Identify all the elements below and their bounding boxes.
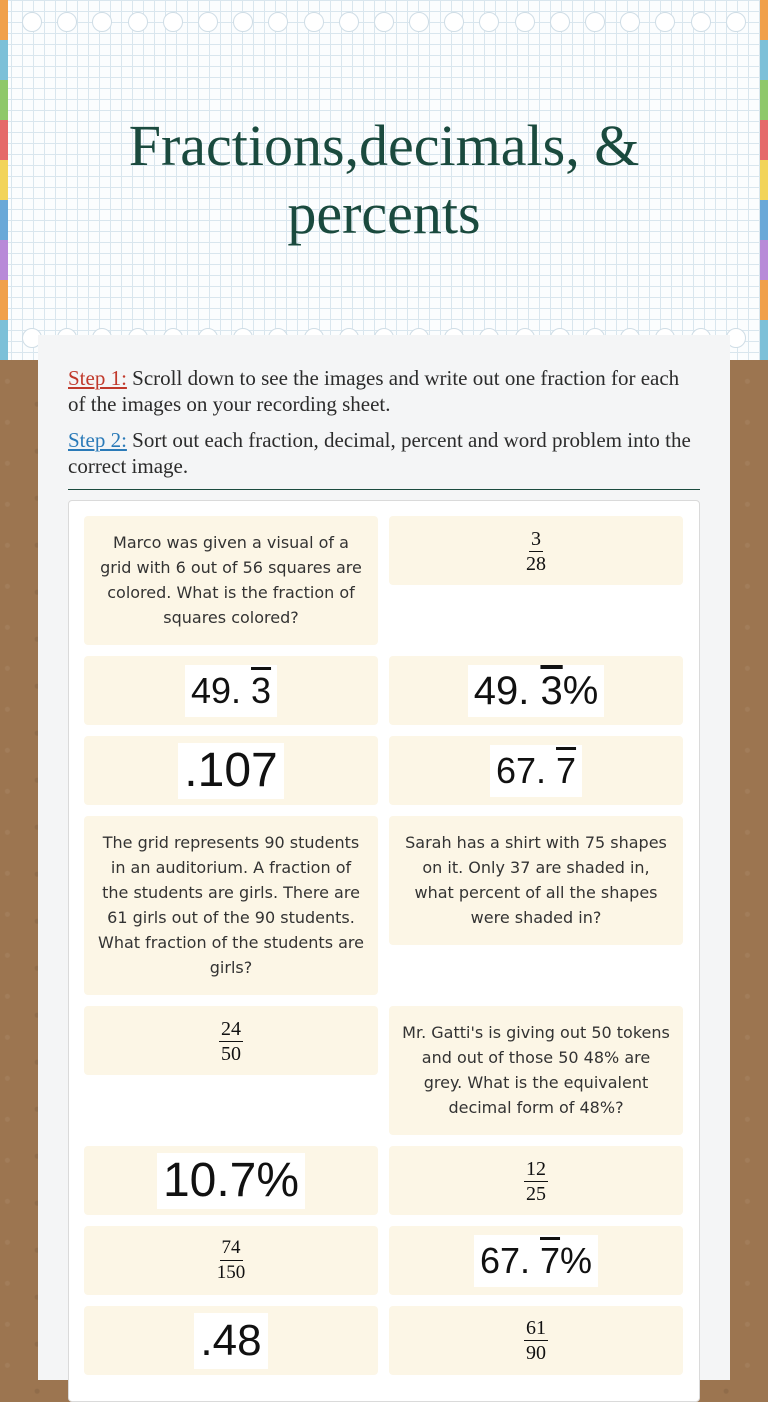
- card-fraction-61-90[interactable]: [389, 1306, 683, 1375]
- whole-part: 67.: [479, 1239, 530, 1281]
- card-text: Sarah has a shirt with 75 shapes on it. Only 37 are shaded in, what percent of all the shapes were shaded in?: [405, 833, 667, 927]
- header-banner: [0, 0, 768, 360]
- step-1-label: Step 1:: [68, 366, 127, 390]
- card-percent-67-7[interactable]: [389, 1226, 683, 1295]
- percent-sign: %: [562, 668, 599, 713]
- card-decimal-48[interactable]: [84, 1306, 378, 1375]
- card-decimal-67-7[interactable]: [389, 736, 683, 805]
- numerator: 74: [220, 1237, 243, 1261]
- card-decimal-107[interactable]: [84, 736, 378, 805]
- worksheet-panel: [38, 335, 730, 1380]
- whole-part: 49.: [473, 668, 530, 713]
- repeating-digit: 7: [540, 1239, 561, 1281]
- card-text: Marco was given a visual of a grid with 6 out of 56 squares are colored. What is the fraction of squares colored?: [100, 533, 362, 627]
- decorative-stripe-right: [760, 0, 768, 360]
- card-decimal-49-3[interactable]: [84, 656, 378, 725]
- decimal-value: .107: [178, 743, 283, 799]
- numerator: 12: [526, 1158, 546, 1180]
- repeating-percent: [468, 665, 605, 717]
- card-text: Mr. Gatti's is giving out 50 tokens and out of those 50 48% are grey. What is the equivalent decimal form of 48%?: [402, 1023, 670, 1117]
- card-fraction-3-28[interactable]: [389, 516, 683, 585]
- fraction: [524, 1158, 548, 1205]
- numerator: 61: [526, 1317, 546, 1339]
- repeating-digit: 7: [556, 749, 577, 791]
- instructions: [68, 365, 700, 489]
- sort-card-board: [68, 500, 700, 1402]
- step-1: [68, 365, 700, 417]
- repeating-digit: 3: [251, 669, 272, 711]
- denominator: 28: [526, 553, 546, 575]
- denominator: 25: [526, 1183, 546, 1205]
- denominator: 90: [526, 1342, 546, 1364]
- fraction: [219, 1018, 243, 1065]
- whole-part: 67.: [495, 749, 546, 791]
- card-gatti-problem[interactable]: [389, 1006, 683, 1135]
- percent-sign: %: [560, 1239, 593, 1281]
- numerator: 24: [221, 1018, 241, 1040]
- percent-value: 10.7%: [157, 1153, 305, 1209]
- step-2-label: Step 2:: [68, 428, 127, 452]
- fraction: [524, 1317, 548, 1364]
- page-title: Fractions,decimals, & percents: [128, 113, 640, 246]
- card-grid-problem[interactable]: [84, 816, 378, 995]
- divider: [68, 489, 700, 490]
- binder-holes-top: [22, 12, 746, 32]
- step-1-text: Scroll down to see the images and write out one fraction for each of the images on your recording sheet.: [68, 366, 680, 416]
- decorative-stripe-left: [0, 0, 8, 360]
- fraction: [526, 528, 546, 575]
- repeating-decimal: [490, 745, 582, 797]
- card-sarah-problem[interactable]: [389, 816, 683, 945]
- card-percent-10-7[interactable]: [84, 1146, 378, 1215]
- denominator: 150: [216, 1262, 246, 1283]
- decimal-value: .48: [194, 1313, 267, 1369]
- repeating-digit: 3: [540, 668, 563, 713]
- fraction: [217, 1237, 246, 1284]
- whole-part: 49.: [190, 669, 241, 711]
- card-text: The grid represents 90 students in an auditorium. A fraction of the students are girls. There are 61 girls out of the 90 students. What fraction of the students are girls?: [98, 833, 364, 977]
- numerator: 3: [531, 528, 541, 550]
- repeating-percent: [474, 1235, 598, 1287]
- step-2: [68, 427, 700, 479]
- step-2-text: Sort out each fraction, decimal, percent and word problem into the correct image.: [68, 428, 691, 478]
- card-percent-49-3[interactable]: [389, 656, 683, 725]
- denominator: 50: [221, 1043, 241, 1065]
- repeating-decimal: [185, 665, 277, 717]
- card-marco-problem[interactable]: [84, 516, 378, 645]
- card-fraction-12-25[interactable]: [389, 1146, 683, 1215]
- card-fraction-24-50[interactable]: [84, 1006, 378, 1075]
- card-fraction-74-150[interactable]: [84, 1226, 378, 1295]
